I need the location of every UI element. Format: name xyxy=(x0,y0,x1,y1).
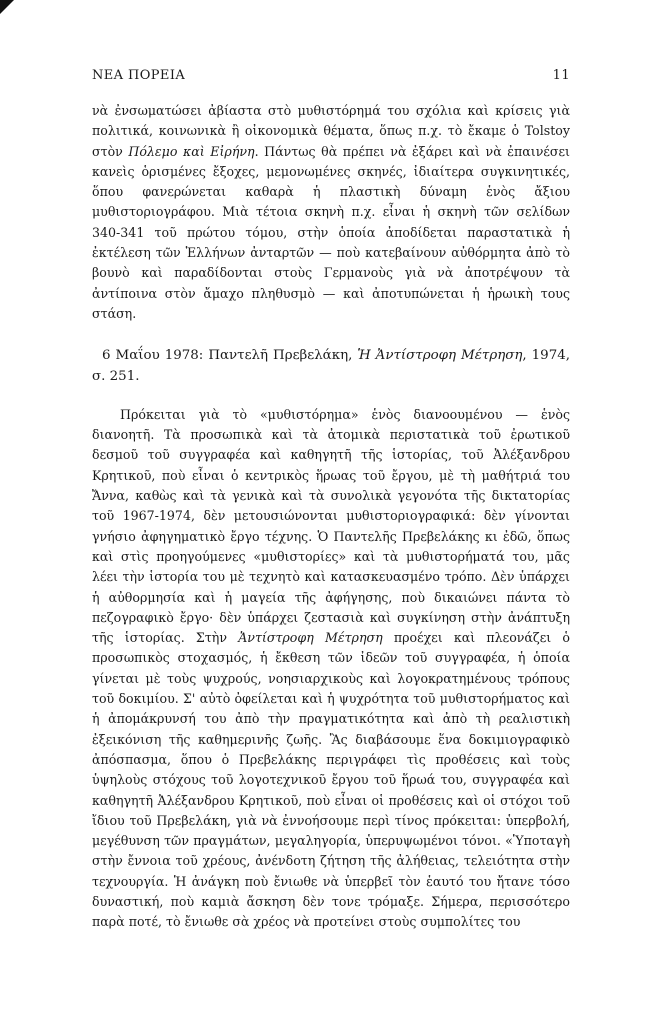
paragraph-continuation xyxy=(92,101,570,324)
review-paragraph xyxy=(92,405,570,933)
book-page xyxy=(92,68,570,933)
paragraph-text: . Πάντως θὰ πρέπει νὰ ἐξάρει καὶ νὰ ἐπαινέσει κανεὶς ὁρισμένες ἔξοχες, μεμονωμένες σκηνές, ἰδιαίτερα συγκινητικές, ὅπου φανερώνεται καθαρὰ ἡ πλαστικὴ δύναμη ἑνὸς ἄξιου μυθιστοριογράφου. Μιὰ τέτοια σκηνὴ π.χ. εἶναι ἡ σκηνὴ τῶν σελίδων 340-341 τοῦ πρώτου τόμου, στὴν ὁποία ἀποδίδεται παραστατικὰ ἡ ἐκτέλεση τῶν Ἑλλήνων ἀνταρτῶν — ποὺ κατεβαίνουν αὐθόρμητα ἀπὸ τὸ βουνὸ καὶ παραδίδονται στοὺς Γερμανοὺς γιὰ νὰ ἀποτρέψουν τὰ ἀντίποινα στὸν ἄμαχο πληθυσμὸ — καὶ ἀποτυπώνεται ἡ ἡρωικὴ τους στάση. xyxy=(92,143,570,321)
work-title: Πόλεμο καὶ Εἰρήνη xyxy=(128,143,255,159)
review-entry-heading xyxy=(92,346,570,387)
entry-date-author: 6 Μαΐου 1978: Παντελῆ Πρεβελάκη, xyxy=(102,348,358,364)
page-corner-mark xyxy=(0,0,14,14)
entry-details: , 1974, σ. 251. xyxy=(92,348,570,384)
paragraph-text: Πρόκειται γιὰ τὸ «μυθιστόρημα» ἑνὸς διανοουμένου — ἑνὸς διανοητῆ. Τὰ προσωπικὰ καὶ τὰ ἀτομικὰ περιστατικὰ τοῦ ἐρωτικοῦ δεσμοῦ τοῦ συγγραφέα καὶ καθηγητῆ τῆς ἱστορίας, τοῦ Ἀλέξανδρου Κρητικοῦ, ποὺ εἶναι ὁ κεντρικὸς ἥρωας τοῦ ἔργου, μὲ τὴ μαθήτριά του Ἄννα, καθὼς καὶ τὰ γενικὰ καὶ τὰ συνολικὰ γεγονότα τῆς δικτατορίας τοῦ 1967-1974, δὲν μετουσιώνονται μυθιστοριογραφικά: δὲν γίνονται γνήσιο ἀφηγηματικὸ ἔργο τέχνης. Ὁ Παντελῆς Πρεβελάκης κι ἐδῶ, ὅπως καὶ στὶς προηγούμενες «μυθιστορίες» καὶ τὰ μυθιστορήματά του, μᾶς λέει τὴν ἱστορία του μὲ τεχνητὸ καὶ κατασκευασμένο τρόπο. Δὲν ὑπάρχει ἡ αὐθορμησία καὶ ἡ μαγεία τῆς ἀφήγησης, ποὺ δικαιώνει πάντα τὸ πεζογραφικὸ ἔργο· δὲν ὑπάρχει ζεστασιὰ καὶ συγκίνηση στὴν ἀνάπτυξη τῆς ἱστορίας. Στὴν xyxy=(92,406,570,646)
paragraph-text: νὰ ἐνσωματώσει ἀβίαστα στὸ μυθιστόρημά του σχόλια καὶ κρίσεις γιὰ πολιτικά, κοινωνικὰ ἢ οἰκονομικὰ θέματα, ὅπως π.χ. τὸ ἔκαμε ὁ Tolstoy στὸν xyxy=(92,103,570,159)
journal-title: ΝΕΑ ΠΟΡΕΙΑ xyxy=(92,68,186,83)
paragraph-text: προέχει καὶ πλεονάζει ὁ προσωπικὸς στοχασμός, ἡ ἔκθεση τῶν ἰδεῶν τοῦ συγγραφέα, ἡ ὁποία γίνεται μὲ τοὺς ψυχρούς, νοησιαρχικοὺς καὶ λογοκρατημένους τρόπους τοῦ δοκιμίου. Σ' αὐτὸ ὀφείλεται καὶ ἡ ψυχρότητα τοῦ μυθιστορήματος καὶ ἡ ἀπομάκρυνσή του ἀπὸ τὴν πραγματικότητα καὶ ἀπὸ τὴ ρεαλιστικὴ ἐξεικόνιση τῆς καθημερινῆς ζωῆς. Ἂς διαβάσουμε ἕνα δοκιμιογραφικὸ ἀπόσπασμα, ὅπου ὁ Πρεβελάκης περιγράφει τὶς προθέσεις καὶ τοὺς ὑψηλοὺς στόχους τοῦ λογοτεχνικοῦ ἔργου τοῦ ἥρωά του, συγγραφέα καὶ καθηγητῆ Ἀλέξανδρου Κρητικοῦ, ποὺ εἶναι οἱ προθέσεις καὶ οἱ στόχοι τοῦ ἴδιου τοῦ Πρεβελάκη, γιὰ νὰ ἐννοήσουμε περὶ τίνος πρόκειται: ὑπερβολή, μεγέθυνση τῶν πραγμάτων, μεγαληγορία, ὑπερυψωμένοι τόνοι. «Ὑποταγὴ στὴν ἔννοια τοῦ χρέους, ἀνένδοτη ζήτηση τῆς ἀλήθειας, τελειότητα στὴν τεχνουργία. Ἡ ἀνάγκη ποὺ ἔνιωθε νὰ ὑπερβεῖ τὸν ἑαυτό του ἤτανε τόσο δυναστική, ποὺ καμιὰ ἄσκηση δὲν τονε τρόμαξε. Σήμερα, περισσότερο παρὰ ποτέ, τὸ ἔνιωθε σὰ χρέος νὰ προτείνει στοὺς συμπολίτες του xyxy=(92,630,570,930)
work-title: Ἀντίστροφη Μέτρηση xyxy=(238,630,383,646)
running-header xyxy=(92,68,570,83)
entry-book-title: Ἡ Ἀντίστροφη Μέτρηση xyxy=(357,348,523,364)
page-number: 11 xyxy=(552,68,570,83)
